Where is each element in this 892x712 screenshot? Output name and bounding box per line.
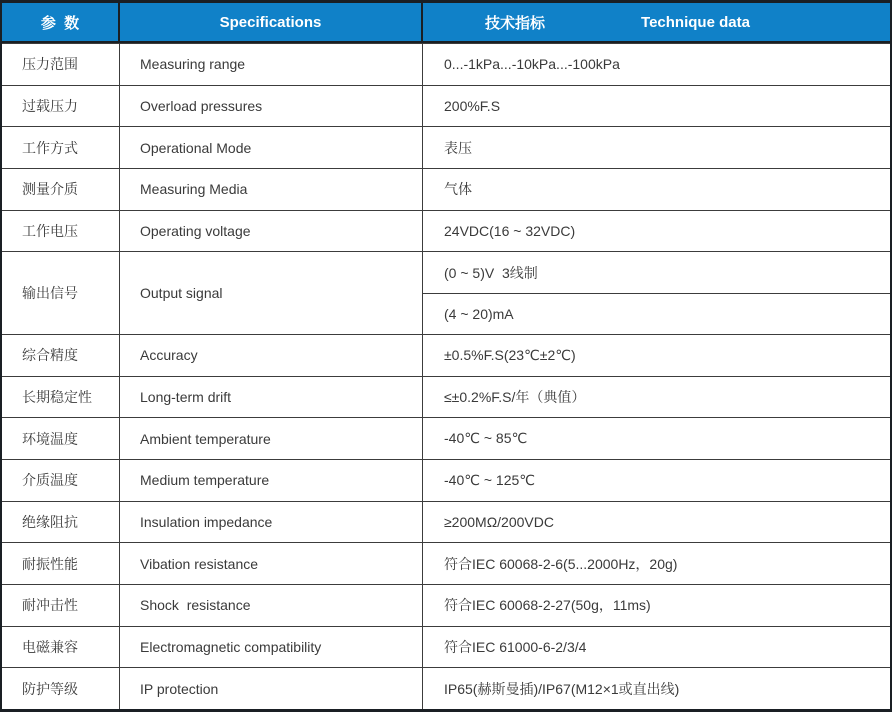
value-cell: 符合IEC 61000-6-2/3/4 [444, 638, 587, 655]
spec-label: Measuring range [120, 44, 423, 85]
spec-label: Ambient temperature [120, 418, 423, 459]
header-tech-cn: 技术指标 [485, 14, 546, 32]
value-cell-group [423, 252, 890, 333]
value-cell: -40℃ ~ 85℃ [444, 430, 528, 447]
table-row [2, 417, 890, 459]
value-cell: 200%F.S [444, 98, 501, 115]
spec-label: Shock resistance [120, 585, 423, 626]
param-label: 测量介质 [2, 169, 120, 210]
param-label: 电磁兼容 [2, 627, 120, 668]
table-row-output-signal [2, 251, 890, 333]
value-cell: 0...-1kPa...-10kPa...-100kPa [444, 56, 620, 73]
spec-label: Measuring Media [120, 169, 423, 210]
value-cell: ±0.5%F.S(23℃±2℃) [444, 346, 576, 363]
table-row [2, 210, 890, 252]
param-label: 过载压力 [2, 86, 120, 127]
param-label: 耐冲击性 [2, 585, 120, 626]
param-label: 长期稳定性 [2, 377, 120, 418]
spec-label: Output signal [120, 252, 423, 333]
spec-label: Vibation resistance [120, 543, 423, 584]
value-cell: -40℃ ~ 125℃ [444, 471, 535, 488]
table-row [2, 85, 890, 127]
spec-label: Operating voltage [120, 211, 423, 252]
table-row [2, 584, 890, 626]
param-label: 工作电压 [2, 211, 120, 252]
table-row [2, 168, 890, 210]
table-header-row [2, 3, 890, 43]
value-cell: 气体 [444, 181, 472, 198]
table-row [2, 542, 890, 584]
table-row [2, 626, 890, 668]
table-row [2, 459, 890, 501]
value-cell: 符合IEC 60068-2-6(5...2000Hz，20g) [444, 555, 678, 572]
param-label: 输出信号 [2, 252, 120, 333]
spec-label: Long-term drift [120, 377, 423, 418]
param-label: 压力范围 [2, 44, 120, 85]
table-row [2, 501, 890, 543]
param-label: 工作方式 [2, 127, 120, 168]
value-cell: 表压 [444, 139, 472, 156]
param-label: 综合精度 [2, 335, 120, 376]
table-row [2, 667, 890, 709]
table-row [2, 126, 890, 168]
value-cell: (4 ~ 20)mA [444, 305, 514, 322]
spec-label: Overload pressures [120, 86, 423, 127]
value-cell: 24VDC(16 ~ 32VDC) [444, 223, 576, 240]
value-cell: ≥200MΩ/200VDC [444, 513, 554, 530]
param-label: 环境温度 [2, 418, 120, 459]
header-param: 参 数 [2, 3, 120, 41]
table-row [2, 43, 890, 85]
param-label: 耐振性能 [2, 543, 120, 584]
spec-label: Electromagnetic compatibility [120, 627, 423, 668]
spec-label: Accuracy [120, 335, 423, 376]
table-row [2, 376, 890, 418]
header-technique-data [423, 3, 890, 41]
value-cell: ≤±0.2%F.S/年（典值） [444, 388, 586, 405]
header-specifications: Specifications [120, 3, 423, 41]
spec-label: IP protection [120, 668, 423, 709]
param-label: 防护等级 [2, 668, 120, 709]
spec-label: Medium temperature [120, 460, 423, 501]
table-row [2, 334, 890, 376]
param-label: 介质温度 [2, 460, 120, 501]
value-cell: 符合IEC 60068-2-27(50g，11ms) [444, 597, 651, 614]
header-tech-en: Technique data [641, 13, 750, 31]
param-label: 绝缘阻抗 [2, 502, 120, 543]
spec-label: Operational Mode [120, 127, 423, 168]
spec-label: Insulation impedance [120, 502, 423, 543]
value-cell: (0 ~ 5)V 3线制 [423, 252, 890, 293]
value-cell: IP65(赫斯曼插)/IP67(M12×1或直出线) [444, 680, 680, 697]
